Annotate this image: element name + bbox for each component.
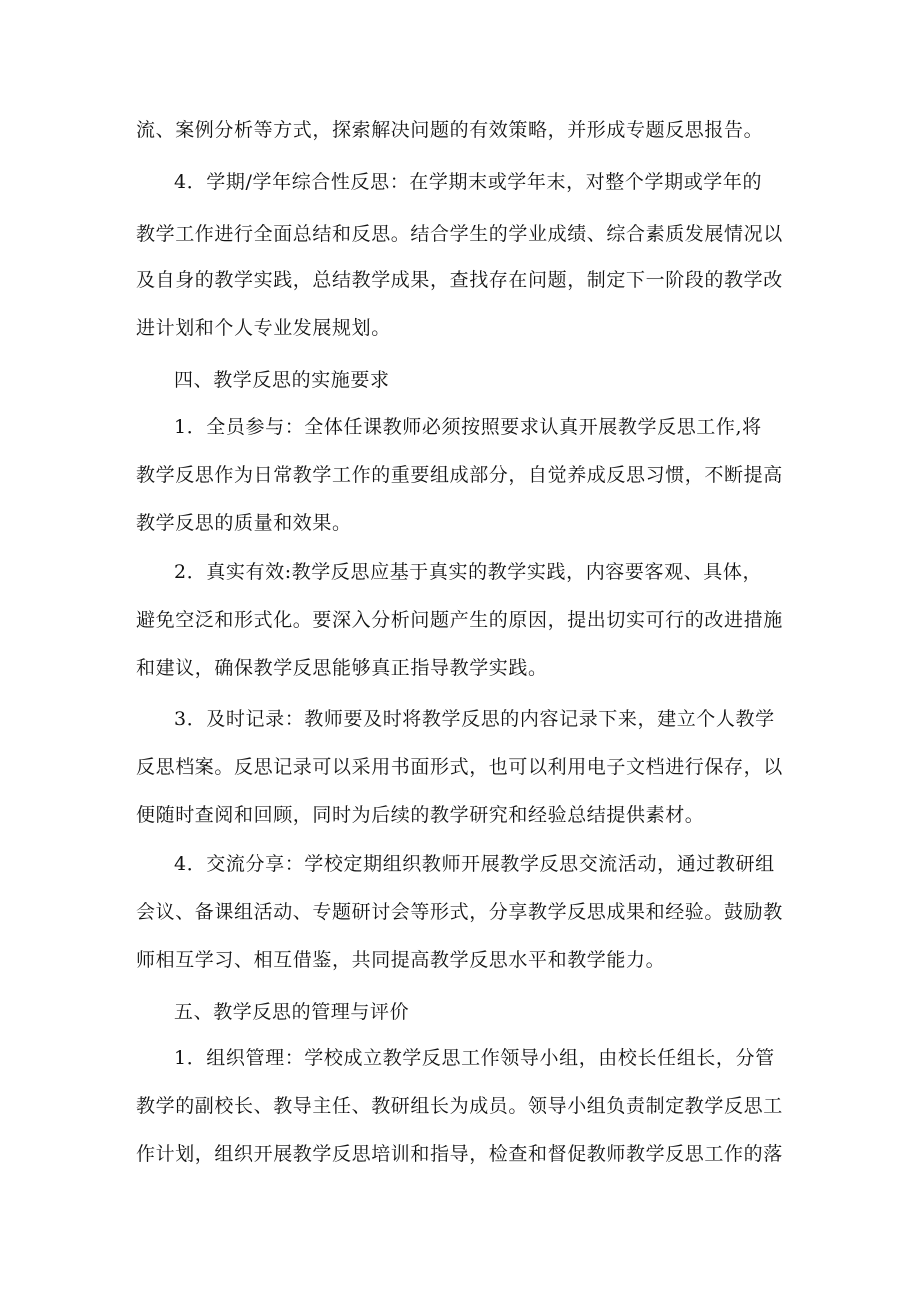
- section-heading: 五、教学反思的管理与评价: [174, 1001, 410, 1023]
- paragraph-line: 会议、备课组活动、专题研讨会等形式，分享教学反思成果和经验。鼓励教: [136, 901, 783, 923]
- paragraph-line: 3．及时记录：教师要及时将教学反思的内容记录下来，建立个人教学: [174, 708, 775, 730]
- paragraph-line: 流、案例分析等方式，探索解决问题的有效策略，并形成专题反思报告。: [136, 119, 764, 141]
- paragraph-line: 进计划和个人专业发展规划。: [136, 317, 391, 339]
- paragraph-line: 1．组织管理：学校成立教学反思工作领导小组，由校长任组长，分管: [174, 1047, 775, 1069]
- paragraph-line: 教学工作进行全面总结和反思。结合学生的学业成绩、综合素质发展情况以: [136, 223, 783, 245]
- section-heading: 四、教学反思的实施要求: [174, 369, 390, 391]
- paragraph-line: 便随时查阅和回顾，同时为后续的教学研究和经验总结提供素材。: [136, 804, 705, 826]
- paragraph-line: 避免空泛和形式化。要深入分析问题产生的原因，提出切实可行的改进措施: [136, 609, 783, 631]
- paragraph-line: 作计划，组织开展教学反思培训和指导，检查和督促教师教学反思工作的落: [136, 1143, 783, 1165]
- paragraph-line: 1．全员参与：全体任课教师必须按照要求认真开展教学反思工作,将: [174, 416, 762, 438]
- paragraph-line: 4．交流分享：学校定期组织教师开展教学反思交流活动，通过教研组: [174, 853, 775, 875]
- paragraph-line: 教学反思的质量和效果。: [136, 512, 352, 534]
- paragraph-line: 反思档案。反思记录可以采用书面形式，也可以利用电子文档进行保存，以: [136, 756, 783, 778]
- paragraph-line: 师相互学习、相互借鉴，共同提高教学反思水平和教学能力。: [136, 949, 666, 971]
- paragraph-line: 4．学期/学年综合性反思：在学期末或学年末，对整个学期或学年的: [174, 171, 763, 193]
- paragraph-line: 教学反思作为日常教学工作的重要组成部分，自觉养成反思习惯，不断提高: [136, 464, 783, 486]
- paragraph-line: 和建议，确保教学反思能够真正指导教学实践。: [136, 657, 548, 679]
- paragraph-line: 2．真实有效:教学反思应基于真实的教学实践，内容要客观、具体，: [174, 561, 763, 583]
- paragraph-line: 及自身的教学实践，总结教学成果，查找存在问题，制定下一阶段的教学改: [136, 269, 783, 291]
- paragraph-line: 教学的副校长、教导主任、教研组长为成员。领导小组负责制定教学反思工: [136, 1095, 783, 1117]
